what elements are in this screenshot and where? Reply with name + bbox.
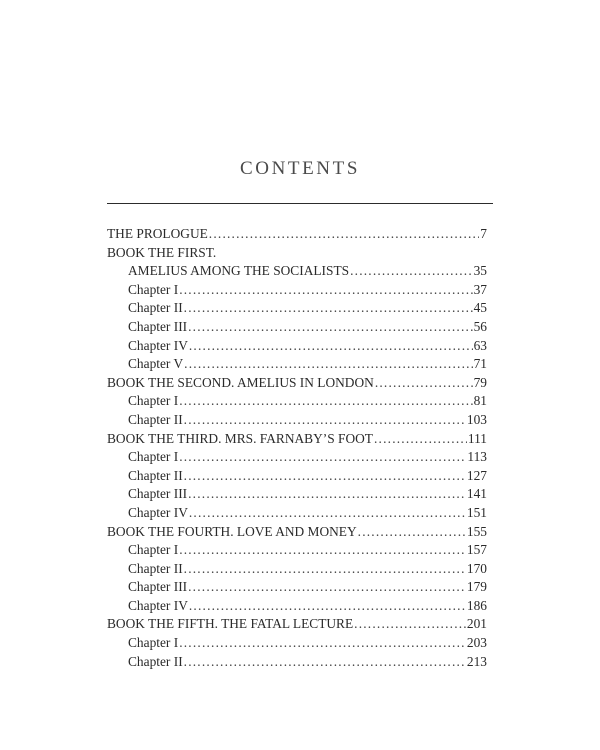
- toc-entry-part-title[interactable]: [107, 262, 487, 281]
- toc-entry-chapter[interactable]: [107, 541, 487, 560]
- toc-entry-chapter[interactable]: [107, 411, 487, 430]
- dot-leader: [375, 374, 473, 393]
- dot-leader: [184, 653, 466, 672]
- toc-entry-book-heading: [107, 244, 487, 263]
- dot-leader: [358, 523, 466, 542]
- toc-entry-label: BOOK THE SECOND. AMELIUS IN LONDON: [107, 374, 374, 390]
- toc-entry-page: 103: [466, 411, 487, 427]
- toc-entry-label: Chapter III: [128, 486, 188, 502]
- table-of-contents: [107, 225, 487, 671]
- toc-entry-page: 151: [466, 504, 487, 520]
- toc-entry-label: Chapter II: [128, 300, 183, 316]
- toc-entry-chapter[interactable]: [107, 597, 487, 616]
- toc-entry-chapter[interactable]: [107, 634, 487, 653]
- dot-leader: [179, 634, 466, 653]
- toc-entry-label: THE PROLOGUE: [107, 226, 208, 241]
- toc-entry-chapter[interactable]: [107, 318, 487, 337]
- toc-entry-chapter[interactable]: [107, 653, 487, 672]
- toc-entry-chapter[interactable]: [107, 504, 487, 523]
- toc-entry-label: Chapter IV: [128, 337, 188, 353]
- toc-entry-page: 7: [480, 226, 487, 241]
- toc-entry-label: Chapter II: [128, 467, 183, 483]
- toc-entry-page: 186: [466, 597, 487, 613]
- dot-leader: [354, 615, 466, 634]
- toc-entry-label: BOOK THE THIRD. MRS. FARNABY’S FOOT: [107, 430, 373, 446]
- dot-leader: [189, 337, 473, 356]
- toc-entry-chapter[interactable]: [107, 281, 487, 300]
- toc-entry-label: AMELIUS AMONG THE SOCIALISTS: [128, 263, 350, 279]
- dot-leader: [189, 504, 466, 523]
- dot-leader: [179, 392, 472, 411]
- dot-leader: [179, 541, 466, 560]
- toc-entry-page: 45: [473, 300, 487, 316]
- dot-leader: [184, 411, 466, 430]
- toc-entry-page: 157: [466, 542, 487, 558]
- dot-leader: [184, 467, 466, 486]
- toc-entry-prologue[interactable]: [107, 225, 487, 244]
- toc-entry-chapter[interactable]: [107, 448, 487, 467]
- toc-entry-chapter[interactable]: [107, 485, 487, 504]
- toc-entry-page: 213: [466, 653, 487, 669]
- title-divider: [107, 203, 493, 204]
- toc-entry-label: Chapter I: [128, 393, 179, 409]
- toc-entry-label: BOOK THE FIRST.: [107, 244, 217, 260]
- toc-entry-page: 35: [473, 263, 487, 279]
- toc-entry-page: 201: [466, 616, 487, 632]
- toc-entry-chapter[interactable]: [107, 355, 487, 374]
- toc-entry-page: 63: [473, 337, 487, 353]
- dot-leader: [189, 597, 466, 616]
- dot-leader: [184, 299, 473, 318]
- toc-entry-book[interactable]: [107, 615, 487, 634]
- toc-entry-label: Chapter II: [128, 560, 183, 576]
- dot-leader: [188, 485, 466, 504]
- toc-entry-page: 81: [473, 393, 487, 409]
- toc-entry-page: 56: [473, 318, 487, 334]
- toc-entry-chapter[interactable]: [107, 337, 487, 356]
- toc-entry-book[interactable]: [107, 523, 487, 542]
- dot-leader: [179, 448, 466, 467]
- toc-entry-label: BOOK THE FOURTH. LOVE AND MONEY: [107, 523, 357, 539]
- toc-entry-label: Chapter III: [128, 318, 188, 334]
- dot-leader: [188, 318, 472, 337]
- toc-entry-label: Chapter IV: [128, 597, 188, 613]
- toc-entry-page: 113: [467, 449, 487, 465]
- dot-leader: [374, 430, 467, 449]
- dot-leader: [209, 225, 480, 244]
- toc-entry-page: 127: [466, 467, 487, 483]
- toc-entry-page: 141: [466, 486, 487, 502]
- toc-entry-label: Chapter II: [128, 411, 183, 427]
- toc-entry-label: Chapter I: [128, 542, 179, 558]
- toc-entry-label: Chapter V: [128, 356, 184, 372]
- toc-entry-label: Chapter IV: [128, 504, 188, 520]
- dot-leader: [179, 281, 472, 300]
- toc-entry-chapter[interactable]: [107, 392, 487, 411]
- toc-entry-book[interactable]: [107, 374, 487, 393]
- toc-entry-label: BOOK THE FIFTH. THE FATAL LECTURE: [107, 616, 354, 632]
- toc-entry-page: 79: [473, 374, 487, 390]
- toc-entry-book[interactable]: [107, 430, 487, 449]
- toc-entry-label: Chapter I: [128, 281, 179, 297]
- toc-entry-page: 111: [467, 430, 487, 446]
- toc-entry-chapter[interactable]: [107, 578, 487, 597]
- toc-entry-label: Chapter II: [128, 653, 183, 669]
- toc-entry-page: 203: [466, 635, 487, 651]
- toc-entry-label: Chapter III: [128, 579, 188, 595]
- page-title: CONTENTS: [239, 158, 361, 179]
- toc-entry-chapter[interactable]: [107, 467, 487, 486]
- dot-leader: [350, 262, 473, 281]
- toc-entry-label: Chapter I: [128, 449, 179, 465]
- toc-entry-label: Chapter I: [128, 635, 179, 651]
- toc-entry-page: 155: [466, 523, 487, 539]
- toc-entry-page: 170: [466, 560, 487, 576]
- toc-entry-page: 37: [473, 281, 487, 297]
- toc-entry-page: 179: [466, 579, 487, 595]
- dot-leader: [184, 355, 472, 374]
- dot-leader: [184, 560, 466, 579]
- toc-entry-chapter[interactable]: [107, 560, 487, 579]
- toc-entry-chapter[interactable]: [107, 299, 487, 318]
- dot-leader: [188, 578, 466, 597]
- toc-entry-page: 71: [473, 356, 487, 372]
